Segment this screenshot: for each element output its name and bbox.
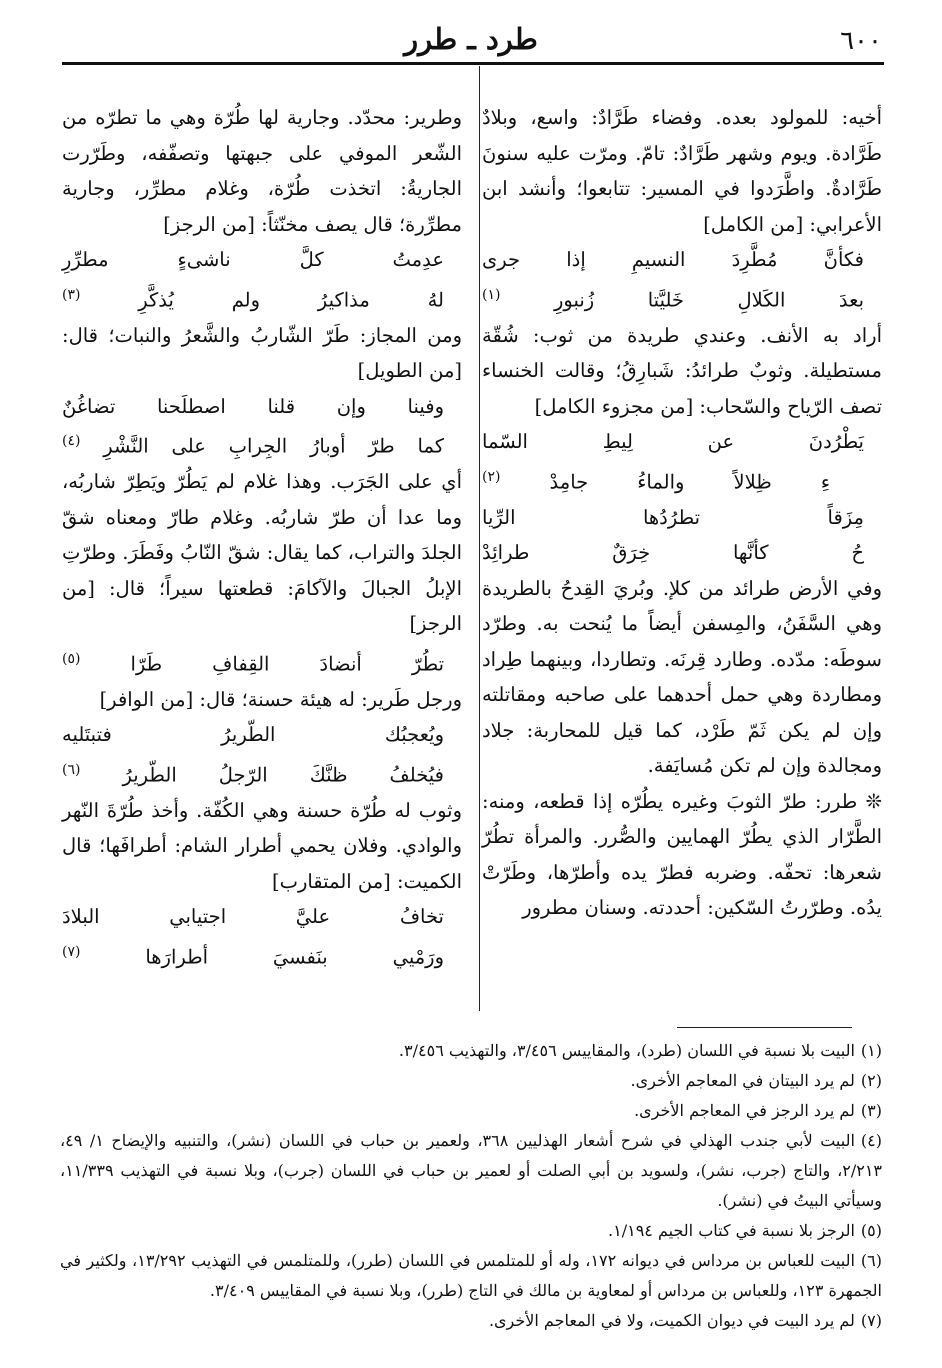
verse-hemistich: ويُعجبُك الطّريرُ فتبتَليه xyxy=(62,723,444,746)
footnote-number: (٧) xyxy=(860,1311,882,1330)
running-head: طرد ـ طرر xyxy=(404,22,538,56)
verse-line xyxy=(62,278,462,318)
footnote-marker[interactable]: (٦) xyxy=(62,761,81,778)
verse-line xyxy=(482,535,882,571)
right-column xyxy=(482,100,882,926)
verse-hemistich: ورَمْيي بنَفسيَ أطرارَها xyxy=(145,945,444,968)
verse-line xyxy=(62,242,462,278)
entry-paragraph: أراد به الأنف. وعندي طريدة من ثوب: شُقّة مستطيلة. وثوبٌ طرائدُ: شَبارِقُ؛ وقالت الخنساء تصف الرّياح والسّحاب: [من مجزوء الكامل] xyxy=(482,323,882,418)
footnote xyxy=(60,1066,882,1096)
entry-paragraph: أخيه: للمولود بعده. وفضاء طَرَّادٌ: واسع، وبلادٌ طَرَّادة. ويوم وشهر طَرَّادٌ: تامّ. ومرّت عليه سنونَ طَرَّادةٌ. واطَّرَدوا في المسير: تتابعوا؛ وأنشد ابن الأعرابي: [من الكامل] xyxy=(482,106,882,236)
footnote-marker[interactable]: (٤) xyxy=(62,433,81,449)
verse-hemistich: عدِمتُ كلَّ ناشىءٍ مطرِّرِ xyxy=(62,248,444,271)
verse-line xyxy=(62,753,462,793)
footnote xyxy=(60,1126,882,1216)
verse-line xyxy=(482,242,882,278)
footnote-number: (٢) xyxy=(860,1071,882,1090)
verse-line xyxy=(482,424,882,460)
verse-line xyxy=(62,899,462,935)
footnote-text: البيت للعباس بن مرداس في ديوانه ١٧٢، وله أو للمتلمس في اللسان (طرر)، وللمتلمس في التهذيب ١٣/٢٩٢، ولكثير في الجمهرة ١٢٣، وللعباس بن مرداس أو لمعاوية بن مالك في التاج (طرر)، وبلا نسبة في المقاييس ٣/٤٠٩. xyxy=(60,1251,882,1300)
verse-hemistich: تخافُ عليَّ اجتيابي البلادَ xyxy=(62,905,444,928)
verse-hemistich: مِزَقاً تطرُدُها الرِّيا xyxy=(482,505,864,529)
footnote xyxy=(60,1306,882,1336)
entry-paragraph: وطرير: محدّد. وجارية لها طُرّة وهي ما تطرّه من الشّعر الموفي على جبهتها وتصفّفه، وطَرّرت الجاريةُ: اتخذت طُرّة، وغلام مطرِّر، وجارية مطرِّرة؛ قال يصف مخنّثاً: [من الرجز] xyxy=(62,106,462,236)
verse-line xyxy=(62,424,462,464)
entry-paragraph: وفي الأرض طرائد من كلإ. وبُريَ القِدحُ بالطريدة وهي السَّفَنُ، والمِسفن أيضاً ما يُنحت به. وطرّد سوطَه: مدّده. وطارد قِرنَه. وتطاردا، وبينهما طِراد ومطاردة وهي حمل أحدهما على صاحبه ومقاتلته وإن لم يكن ثَمّ طَرْد، كما قيل للمحاربة: جلاد ومجالدة وإن لم تكن مُسايَفة. xyxy=(482,576,882,777)
footnote-marker[interactable]: (٢) xyxy=(482,468,501,485)
footnote-number: (١) xyxy=(860,1041,882,1060)
footnote-number: (٣) xyxy=(860,1101,882,1120)
page-header xyxy=(60,22,882,62)
footnote-marker[interactable]: (٣) xyxy=(62,286,81,303)
footnote-text: البيت لأبي جندب الهذلي في شرح أشعار الهذليين ٣٦٨، ولعمير بن حباب في اللسان (نشر)، والتنبيه والإيضاح ١/ ٤٩، ٢/٢١٣، والتاج (جرب، نشر)، ولسويد بن أبي الصلت أو لعمير بن حباب في اللسان (جرب)، وبلا نسبة في التهذيب ١١/٣٣٩، وسيأتي البيتُ في (نشر). xyxy=(60,1131,882,1210)
footnote-text: لم يرد الرجز في المعاجم الأخرى. xyxy=(634,1101,855,1120)
footnote-number: (٤) xyxy=(860,1131,883,1150)
header-rule xyxy=(62,62,884,65)
footnote-rule xyxy=(677,1027,852,1028)
verse-hemistich: بعدَ الكَلالِ خَليَّتا زُنبورِ xyxy=(554,288,864,311)
verse-hemistich: لهُ مذاكيرُ ولم يُذكَّرِ xyxy=(138,288,444,311)
verse-line xyxy=(62,935,462,975)
footnote-number: (٦) xyxy=(860,1251,883,1270)
footnote-number: (٥) xyxy=(860,1221,882,1240)
verse-hemistich: يَطْرُدنَ عن لِيطِ السّما xyxy=(482,430,864,453)
verse-line xyxy=(482,460,882,500)
entry-paragraph: ورجل طَرير: له هيئة حسنة؛ قال: [من الوافر] xyxy=(99,687,462,711)
verse-hemistich: تطُرّ أنضادَ القِفافِ طَرّا xyxy=(130,652,444,675)
footnote-text: لم يرد البيتان في المعاجم الأخرى. xyxy=(630,1071,855,1090)
footnote-marker[interactable]: (٧) xyxy=(62,943,81,960)
entry-paragraph: ❊ طرر: طرّ الثوبَ وغيره يطُرّه إذا قطعه، ومنه: الطَّرّار الذي يطُرّ الهمايين والصُّرر. والمرأة تطُرّ شعرها: تحفّه. وضربه فطرّ يده وأطرّها، وطَرّتْ يدُه. وطرّرتُ السّكين: أحددته. وسنان مطرور xyxy=(482,789,882,919)
footnotes xyxy=(60,1036,882,1336)
footnote xyxy=(60,1096,882,1126)
footnote-marker[interactable]: (١) xyxy=(482,286,501,303)
footnote-marker[interactable]: (٥) xyxy=(62,650,81,667)
entry-paragraph: أي على الجَرَب. وهذا غلام لم يَطُرّ ويَطِرّ شاربُه، وما عدا أن طرّ شاربُه. وغلام طارّ ومعناه شقّ الجلدَ والتراب، كما يقال: شقّ النّابُ وفَطَرَ. وطرّتِ الإبلُ الجبالَ والآكامَ: قطعتها سيراً؛ قال: [من الرجز] xyxy=(62,470,462,635)
footnote-text: لم يرد البيت في ديوان الكميت، ولا في المعاجم الأخرى. xyxy=(488,1311,855,1330)
entry-paragraph: ومن المجاز: طَرّ الشّاربُ والشَّعرُ والنبات؛ قال: [من الطويل] xyxy=(62,323,462,382)
verse-hemistich: وفينا وإن قلنا اصطلَحنا تضاغُنٌ xyxy=(62,394,444,418)
verse-hemistich: حُ كأنَّها خِرَقٌ طرائِدْ xyxy=(482,541,864,564)
verse-hemistich: كما طرّ أوبارُ الجِرابِ على النَّشْرِ xyxy=(103,434,444,458)
left-column xyxy=(62,100,462,975)
verse-line xyxy=(62,717,462,753)
verse-line xyxy=(482,500,882,536)
verse-hemistich: فكأنَّ مُطَّرِدَ النسيمِ إذا جرى xyxy=(482,248,864,271)
verse-line xyxy=(62,389,462,425)
footnote-text: الرجز بلا نسبة في كتاب الجيم ١/١٩٤. xyxy=(608,1221,855,1240)
page-number: ٦٠٠ xyxy=(840,26,882,56)
verse-hemistich: فيُخلفُ ظنَّكَ الرّجلُ الطّريرُ xyxy=(122,763,444,786)
column-divider xyxy=(479,66,480,1011)
footnote-text: البيت بلا نسبة في اللسان (طرد)، والمقاييس ٣/٤٥٦، والتهذيب ٣/٤٥٦. xyxy=(398,1041,855,1060)
footnote xyxy=(60,1216,882,1246)
footnote xyxy=(60,1036,882,1066)
entry-paragraph: وثوب له طُرّة حسنة وهي الكُفّة. وأخذ طُرّةَ النّهر والوادي. وفلان يحمي أطرار الشام: أطرافَها؛ قال الكميت: [من المتقارب] xyxy=(62,798,462,893)
verse-hemistich: ءِ ظِلالاً والماءُ جامِدْ xyxy=(549,470,830,493)
verse-line xyxy=(482,278,882,318)
footnote xyxy=(60,1246,882,1306)
verse-line xyxy=(62,642,462,682)
